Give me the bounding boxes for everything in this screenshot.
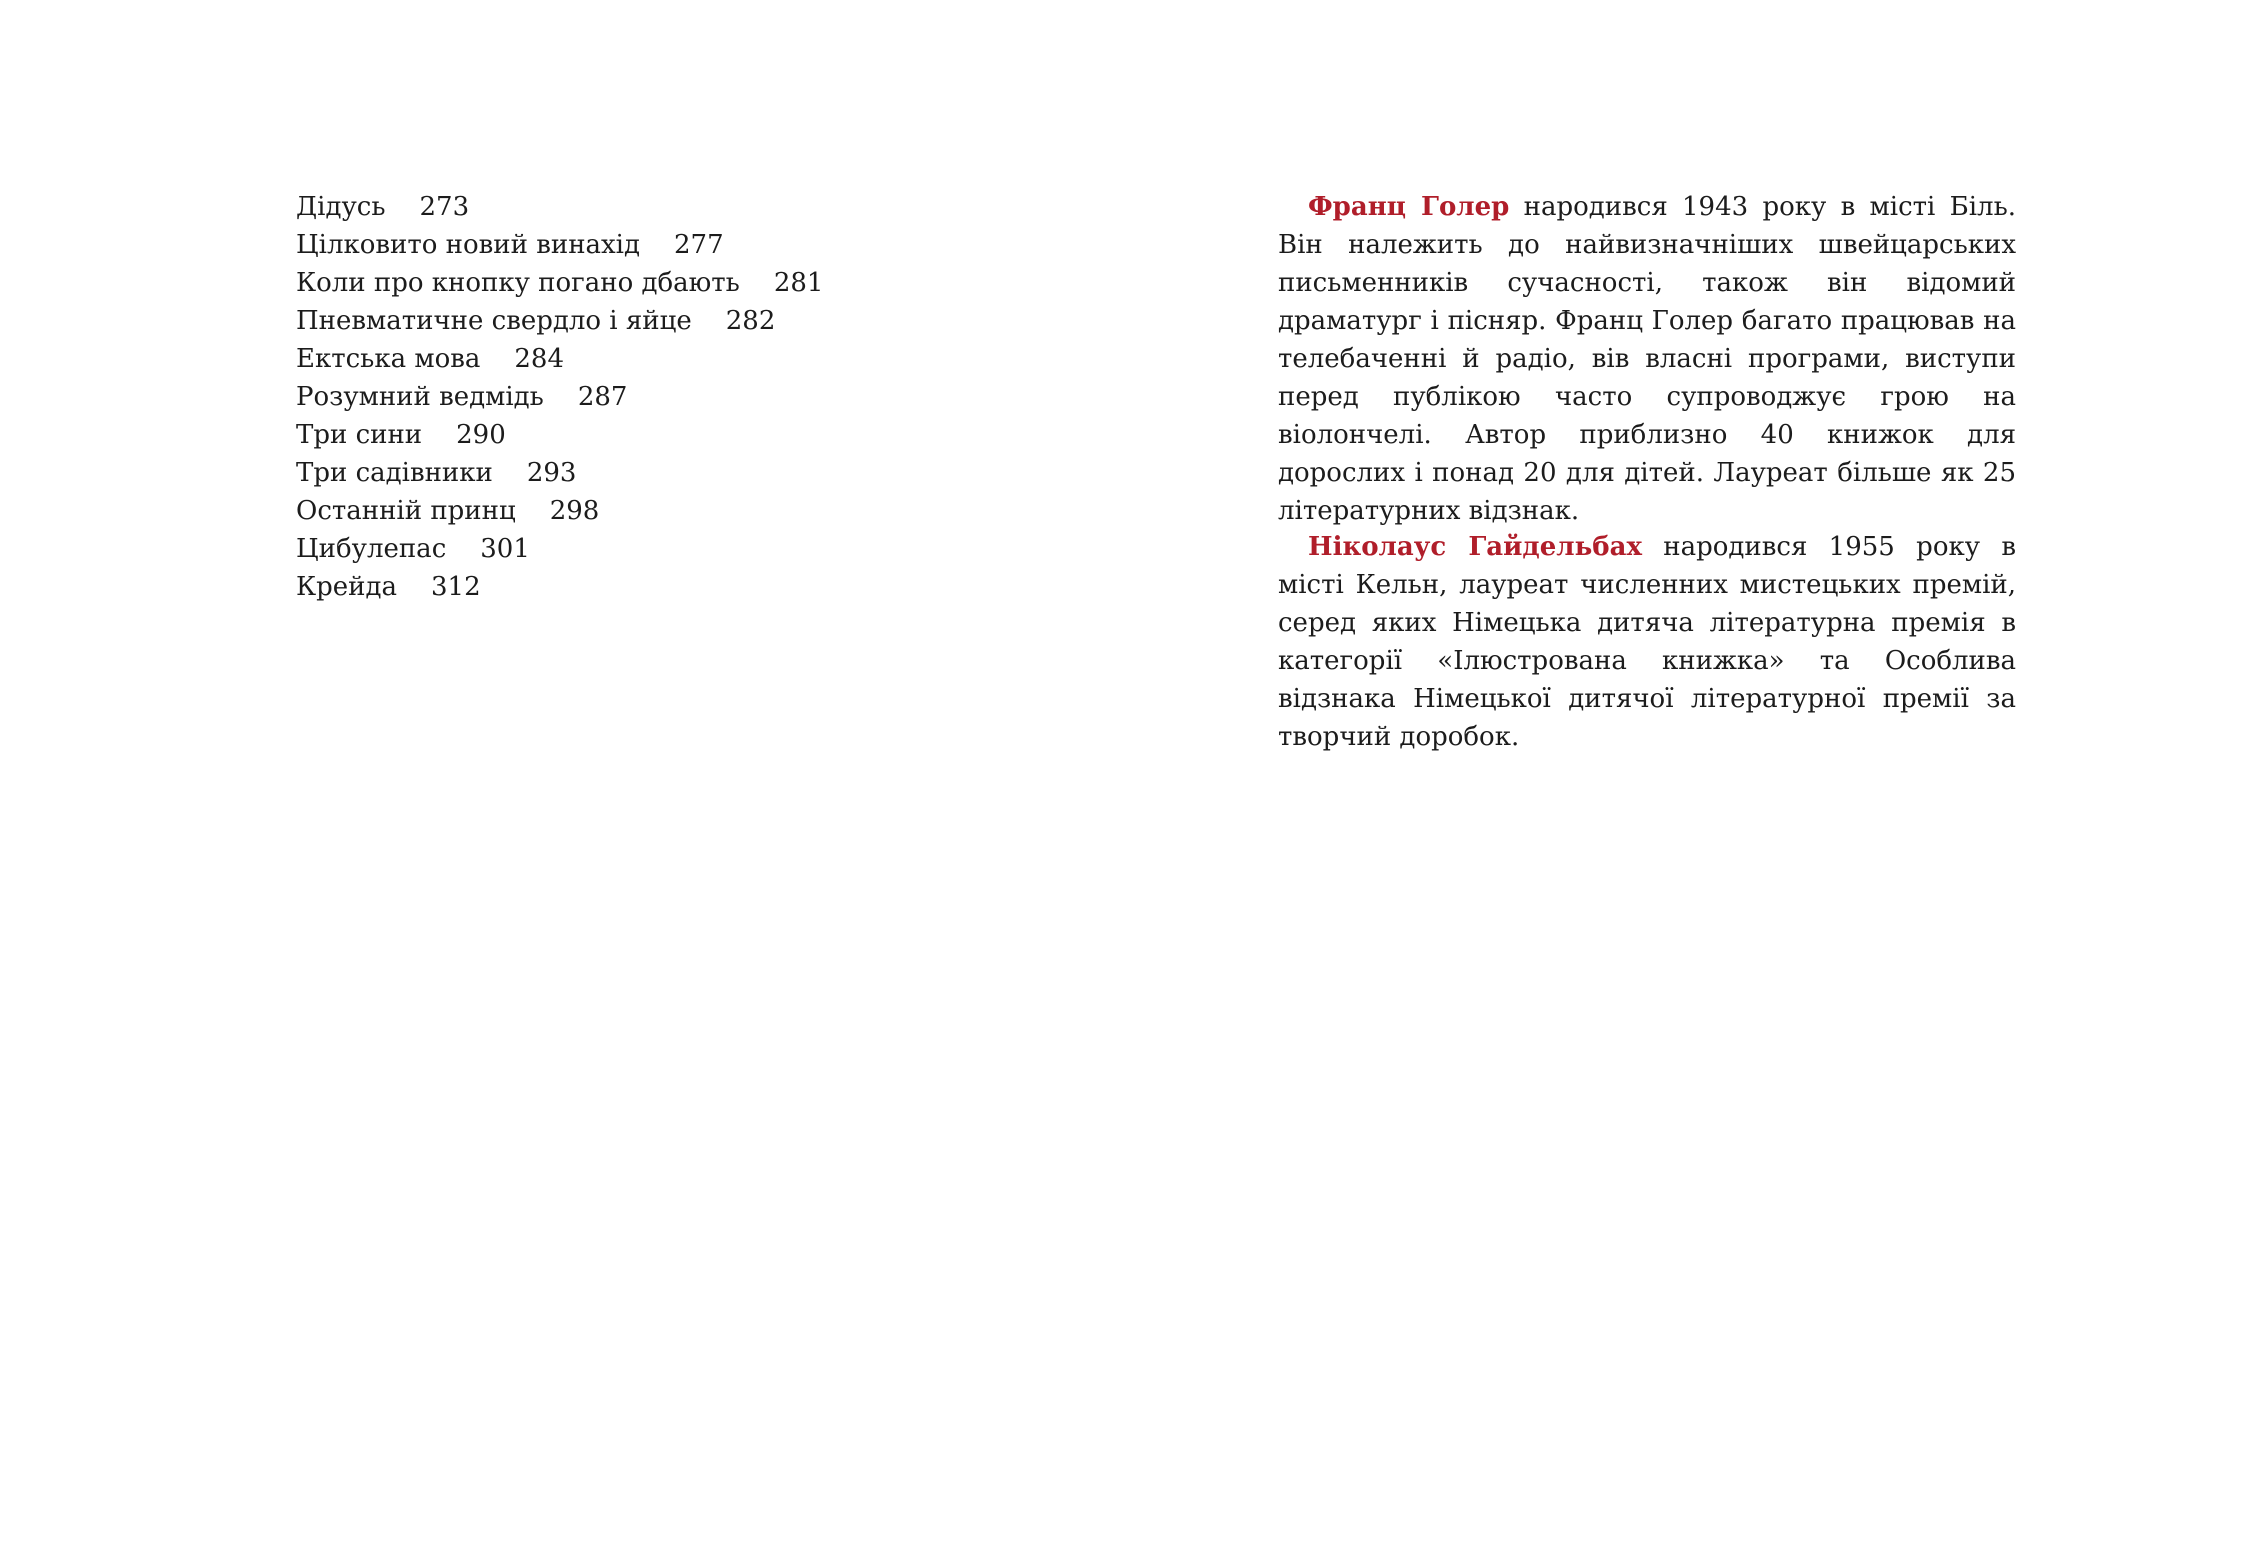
toc-page-number: 277 <box>674 230 724 260</box>
illustrator-name: Ніколаус Гайдельбах <box>1308 532 1642 562</box>
illustrator-bio-paragraph <box>1278 528 2016 756</box>
toc-page-number: 293 <box>526 458 577 488</box>
toc-title: Останній принц <box>296 496 516 526</box>
toc-page-number: 273 <box>419 192 470 222</box>
toc-item <box>296 340 823 378</box>
toc-page-number: 287 <box>577 382 628 412</box>
toc-title: Цілковито новий винахід <box>296 230 641 260</box>
table-of-contents <box>296 188 823 606</box>
toc-title: Три сини <box>296 420 423 450</box>
toc-title: Цибулепас <box>296 534 447 564</box>
toc-title: Розумний ведмідь <box>296 382 544 412</box>
toc-item <box>296 416 823 454</box>
author-bio-text: народився 1943 року в місті Біль. Він належить до найвизначніших швейцарських письменників сучасності, також він відомий драматург і пісняр. Франц Голер багато працював на телебаченні й радіо, вів власні програми, виступи перед публікою часто супроводжує грою на віолончелі. Автор приблизно 40 книжок для дорослих і понад 20 для дітей. Лауреат більше як 25 літературних відзнак. <box>1278 192 2016 526</box>
toc-item <box>296 378 823 416</box>
toc-title: Пневматичне свердло і яйце <box>296 306 692 336</box>
toc-item <box>296 568 823 606</box>
toc-item <box>296 530 823 568</box>
toc-item <box>296 226 823 264</box>
toc-title: Три садівники <box>296 458 493 488</box>
toc-page-number: 298 <box>549 496 600 526</box>
toc-item <box>296 454 823 492</box>
toc-page-number: 290 <box>456 420 506 450</box>
toc-item <box>296 188 823 226</box>
toc-item <box>296 302 823 340</box>
toc-title: Дідусь <box>296 192 386 222</box>
toc-item <box>296 492 823 530</box>
toc-page-number: 312 <box>431 572 481 602</box>
toc-title: Ектська мова <box>296 344 481 374</box>
toc-page-number: 282 <box>725 306 776 336</box>
author-bio-paragraph <box>1278 188 2016 530</box>
toc-title: Коли про кнопку погано дбають <box>296 268 740 298</box>
toc-page-number: 284 <box>514 344 565 374</box>
author-name: Франц Голер <box>1308 192 1510 222</box>
illustrator-bio-text: народився 1955 року в місті Кельн, лауреат численних мистецьких премій, серед яких Німецька дитяча літературна премія в категорії «Ілюстрована книжка» та Особлива відзнака Німецької дитячої літературної премії за творчий доробок. <box>1278 532 2016 752</box>
toc-title: Крейда <box>296 572 397 602</box>
toc-page-number: 281 <box>773 268 824 298</box>
toc-page-number: 301 <box>480 534 530 564</box>
right-page <box>1122 0 2244 1565</box>
toc-item <box>296 264 823 302</box>
